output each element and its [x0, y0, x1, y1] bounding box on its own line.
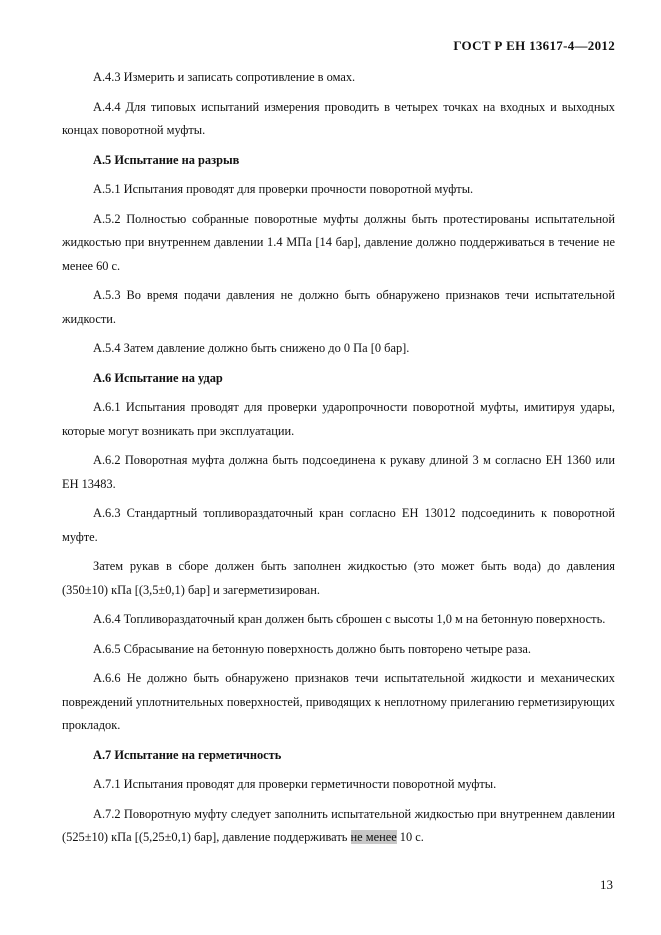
document-body	[62, 66, 615, 856]
paragraph-a7-2-end: 10 с.	[396, 830, 424, 844]
section-heading-a7: А.7 Испытание на герметичность	[93, 747, 282, 762]
paragraph-a5-4: А.5.4 Затем давление должно быть снижено до 0 Па [0 бар].	[93, 341, 410, 355]
paragraph-a7-1: А.7.1 Испытания проводят для проверки герметичности поворотной муфты.	[93, 777, 497, 791]
paragraph-a7-2-start: А.7.2 Поворотную муфту следует заполнить испытательной жидкостью при внутреннем давлении (525±10) кПа [(5,25±0,1) бар], давление поддерживать	[62, 806, 615, 844]
paragraph-a6-6: А.6.6 Не должно быть обнаружено признаков течи испытательной жидкости и механических повреждений уплотнительных поверхностей, приводящих к неплотному прилеганию герметизирующих прокладок.	[62, 671, 615, 732]
section-heading-a6: А.6 Испытание на удар	[93, 370, 223, 385]
paragraph-a4-4: А.4.4 Для типовых испытаний измерения проводить в четырех точках на входных и выходных концах поворотной муфты.	[62, 99, 615, 137]
paragraph-a5-3: А.5.3 Во время подачи давления не должно быть обнаружено признаков течи испытательной жидкости.	[62, 288, 615, 326]
section-heading-a5: А.5 Испытание на разрыв	[93, 152, 240, 167]
paragraph-a6-4: А.6.4 Топливораздаточный кран должен быть сброшен с высоты 1,0 м на бетонную поверхность.	[93, 612, 606, 626]
paragraph-a6-1: А.6.1 Испытания проводят для проверки ударопрочности поворотной муфты, имитируя удары, которые могут возникать при эксплуатации.	[62, 400, 615, 438]
page-number: 13	[600, 877, 613, 892]
paragraph-a6-2: А.6.2 Поворотная муфта должна быть подсоединена к рукаву длиной 3 м согласно ЕН 1360 или ЕН 13483.	[62, 453, 615, 491]
paragraph-a5-2: А.5.2 Полностью собранные поворотные муфты должны быть протестированы испытательной жидкостью при внутреннем давлении 1.4 МПа [14 бар], давление должно поддерживаться в течение не менее 60 с.	[62, 211, 615, 273]
highlighted-text: не менее	[350, 830, 397, 844]
document-header-id: ГОСТ Р ЕН 13617-4—2012	[453, 38, 615, 53]
paragraph-a6-3: А.6.3 Стандартный топливораздаточный кран согласно ЕН 13012 подсоединить к поворотной муфте.	[62, 506, 615, 544]
paragraph-a7-2	[62, 803, 615, 850]
paragraph-a6-5: А.6.5 Сбрасывание на бетонную поверхность должно быть повторено четыре раза.	[93, 641, 532, 656]
paragraph-a6-3-continued: Затем рукав в сборе должен быть заполнен жидкостью (это может быть вода) до давления (350±10) кПа [(3,5±0,1) бар] и загерметизирован.	[62, 559, 615, 597]
paragraph-a5-1: А.5.1 Испытания проводят для проверки прочности поворотной муфты.	[93, 182, 474, 196]
paragraph-a4-3: А.4.3 Измерить и записать сопротивление в омах.	[93, 70, 356, 84]
